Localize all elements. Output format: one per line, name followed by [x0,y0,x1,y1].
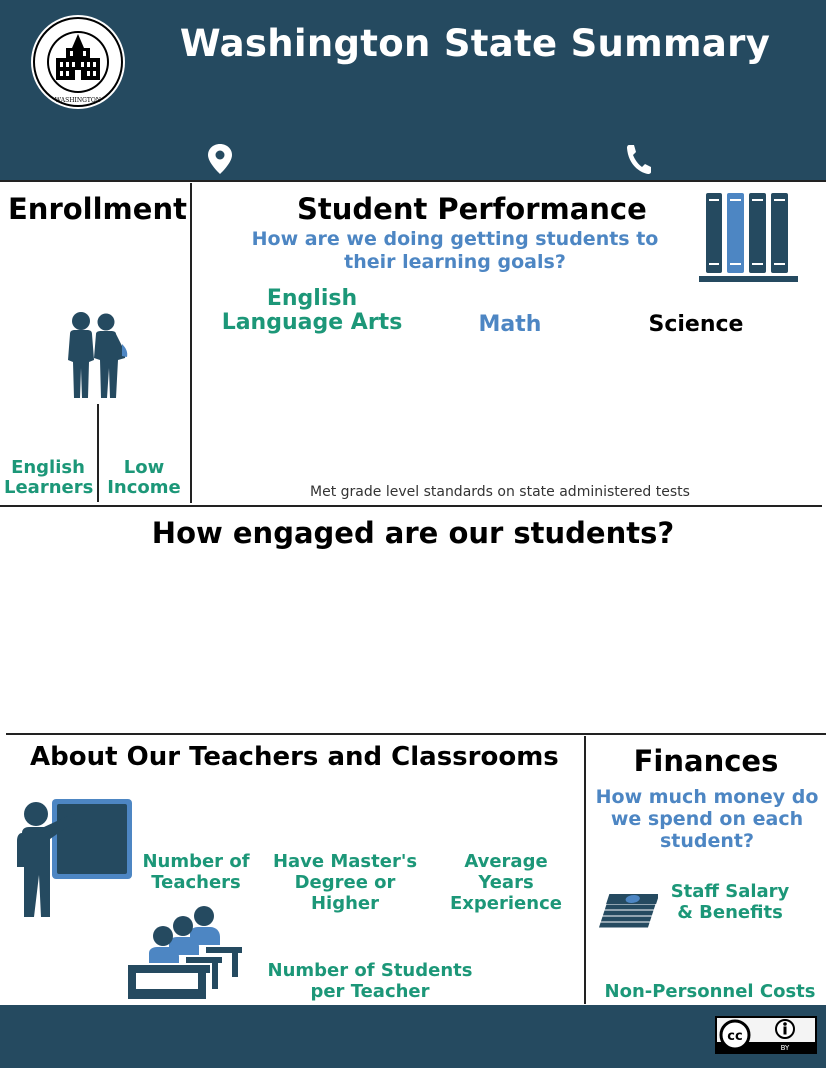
divider [0,505,822,507]
engagement-title: How engaged are our students? [151,516,675,550]
footer-banner [0,1005,826,1068]
books-icon [698,190,800,284]
english-learners-label: English Learners [4,457,94,498]
science-label: Science [648,312,744,337]
phone-icon [624,143,652,175]
performance-note: Met grade level standards on state administered tests [310,484,690,500]
students-icon [58,310,132,400]
ospi-seal-logo [30,14,126,110]
classroom-icon [126,905,244,1001]
svg-text:cc: cc [727,1029,743,1044]
average-years-label: Average Years Experience [450,851,562,914]
divider [190,183,192,503]
divider [584,736,586,1004]
math-label: Math [478,312,542,337]
divider [6,733,826,735]
map-pin-icon [207,143,233,175]
cc-badge-graphic [717,1018,815,1052]
performance-title: Student Performance [297,192,647,226]
masters-degree-label: Have Master's Degree or Higher [272,851,418,914]
students-per-teacher-label: Number of Students per Teacher [267,960,473,1002]
money-stack-icon [594,892,658,942]
staff-salary-label: Staff Salary & Benefits [670,881,790,923]
svg-text:BY: BY [780,1044,790,1052]
performance-question: How are we doing getting students to their learning goals? [251,228,659,273]
divider [0,180,826,182]
divider [97,404,99,502]
teacher-icon [14,797,134,921]
non-personnel-label: Non-Personnel Costs [604,981,816,1002]
finances-question: How much money do we spend on each student? [595,786,819,852]
ela-label: English Language Arts [221,286,403,335]
finances-title: Finances [633,744,779,778]
teachers-title: About Our Teachers and Classrooms [30,742,559,772]
enrollment-title: Enrollment [8,192,187,226]
svg-text:WASHINGTON: WASHINGTON [54,97,102,104]
number-of-teachers-label: Number of Teachers [142,851,250,893]
page-title: Washington State Summary [179,22,771,65]
low-income-label: Low Income [107,457,181,498]
creative-commons-by-icon [715,1016,817,1054]
